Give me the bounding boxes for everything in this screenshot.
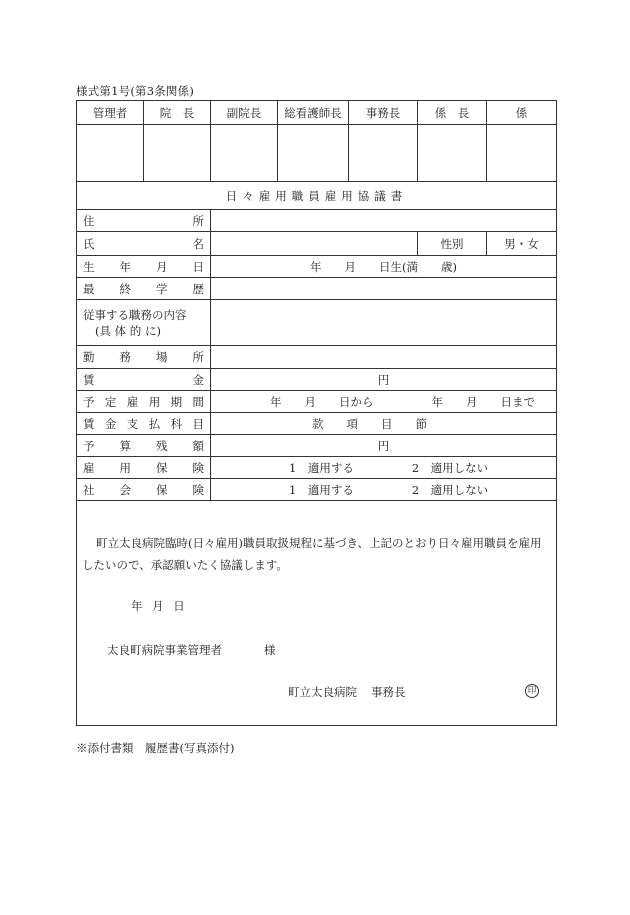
name-label: 氏名 xyxy=(77,232,211,256)
workplace-row xyxy=(77,346,557,369)
stamp-box[interactable] xyxy=(77,125,144,182)
approver-stamp-row xyxy=(77,125,557,182)
education-row xyxy=(77,278,557,300)
workplace-field[interactable] xyxy=(211,346,557,369)
wage-label: 賃金 xyxy=(77,369,211,391)
approver-cell: 係 長 xyxy=(418,101,487,125)
duty-label-line1: 従事する職務の内容 xyxy=(83,307,187,322)
social-insurance-label: 社会保険 xyxy=(77,479,211,501)
approver-cell: 事務長 xyxy=(349,101,418,125)
wage-row xyxy=(77,369,557,391)
birthdate-label: 生年月日 xyxy=(77,256,211,278)
approver-cell: 副院長 xyxy=(211,101,278,125)
duty-field[interactable] xyxy=(211,300,557,346)
birthdate-field[interactable]: 年 月 日生(満 歳) xyxy=(211,256,557,278)
employment-insurance-row xyxy=(77,457,557,479)
workplace-label: 勤務場所 xyxy=(77,346,211,369)
period-to: 年 月 日まで xyxy=(431,394,535,409)
name-field[interactable] xyxy=(211,232,418,256)
birthdate-row xyxy=(77,256,557,278)
account-row xyxy=(77,413,557,435)
declaration-cell xyxy=(77,501,557,726)
seal-mark: 印 xyxy=(525,684,539,698)
duty-label xyxy=(77,300,211,346)
period-from: 年 月 日から xyxy=(270,394,374,409)
declaration-row xyxy=(77,501,557,726)
approver-cell: 係 xyxy=(487,101,557,125)
ins-option-not-apply[interactable]: 2 適用しない xyxy=(411,460,489,475)
document-title: 日々雇用職員雇用協議書 xyxy=(77,182,557,210)
ins-option-apply[interactable]: 1 適用する xyxy=(289,482,354,497)
account-value: 款 項 目 節 xyxy=(312,416,427,431)
declaration-text: 町立太良病院臨時(日々雇用)職員取扱規程に基づき、上記のとおり日々雇用職員を雇用したいので、承認願いたく協議します。 xyxy=(82,536,542,572)
sender-role: 事務長 xyxy=(371,685,406,699)
declaration-date[interactable]: 年 月 日 xyxy=(131,599,185,613)
name-row xyxy=(77,232,557,256)
sender xyxy=(288,684,406,700)
budget-row xyxy=(77,435,557,457)
social-insurance-row xyxy=(77,479,557,501)
employment-insurance-label: 雇用保険 xyxy=(77,457,211,479)
recipient-honorific: 様 xyxy=(264,643,276,657)
approver-cell: 総看護師長 xyxy=(278,101,349,125)
period-row xyxy=(77,391,557,413)
recipient xyxy=(107,642,276,658)
declaration-block xyxy=(77,501,556,725)
wage-field[interactable]: 円 xyxy=(211,369,557,391)
ins-option-apply[interactable]: 1 適用する xyxy=(289,460,354,475)
stamp-box[interactable] xyxy=(418,125,487,182)
account-field[interactable] xyxy=(211,413,557,435)
sender-org: 町立太良病院 xyxy=(288,685,357,699)
form-number-label: 様式第1号(第3条関係) xyxy=(76,84,195,98)
approver-header-row xyxy=(77,101,557,125)
gender-label: 性別 xyxy=(418,232,487,256)
account-label: 賃金支払科目 xyxy=(77,413,211,435)
stamp-box[interactable] xyxy=(349,125,418,182)
social-insurance-field[interactable] xyxy=(211,479,557,501)
ins-option-not-apply[interactable]: 2 適用しない xyxy=(411,482,489,497)
duty-row xyxy=(77,300,557,346)
gender-options[interactable]: 男・女 xyxy=(487,232,557,256)
address-row xyxy=(77,210,557,232)
period-label: 予定雇用期間 xyxy=(77,391,211,413)
budget-field[interactable]: 円 xyxy=(211,435,557,457)
employment-insurance-field[interactable] xyxy=(211,457,557,479)
stamp-box[interactable] xyxy=(144,125,211,182)
approver-cell: 管理者 xyxy=(77,101,144,125)
address-label: 住所 xyxy=(77,210,211,232)
stamp-box[interactable] xyxy=(487,125,557,182)
stamp-box[interactable] xyxy=(278,125,349,182)
duty-label-line2: (具 体 的 に) xyxy=(95,323,161,338)
education-label: 最終学歴 xyxy=(77,278,211,300)
address-field[interactable] xyxy=(211,210,557,232)
stamp-box[interactable] xyxy=(211,125,278,182)
period-field[interactable] xyxy=(211,391,557,413)
employment-consultation-form xyxy=(76,100,557,726)
approver-cell: 院 長 xyxy=(144,101,211,125)
education-field[interactable] xyxy=(211,278,557,300)
budget-label: 予算残額 xyxy=(77,435,211,457)
attachment-note: ※添付書類 履歴書(写真添付) xyxy=(76,741,235,755)
recipient-name: 太良町病院事業管理者 xyxy=(107,643,222,657)
